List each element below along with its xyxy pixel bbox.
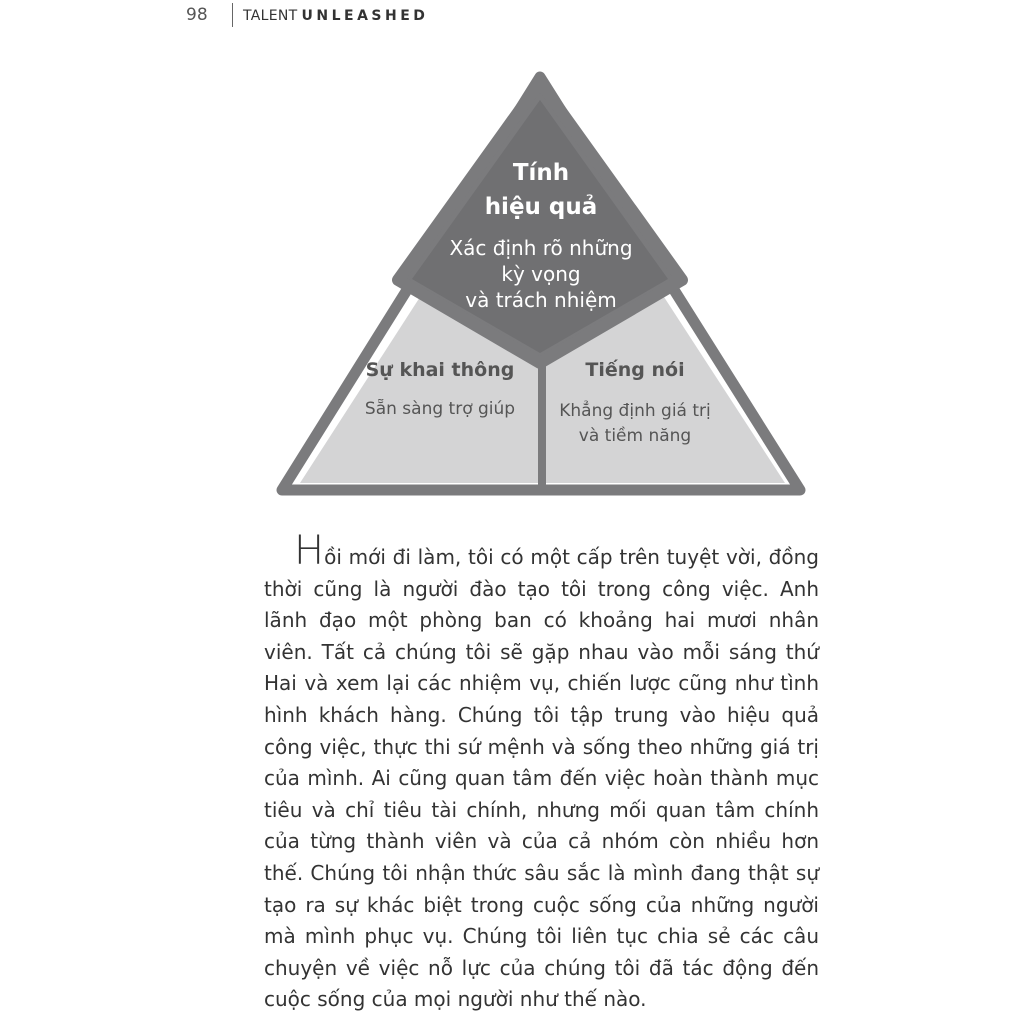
- body-paragraph: [264, 528, 819, 1016]
- running-title-bold: UNLEASHED: [301, 8, 429, 24]
- top-title-line1: Tính: [512, 160, 570, 186]
- left-section-title: Sự khai thông: [365, 359, 515, 381]
- header-divider: [232, 3, 233, 27]
- drop-cap: H: [294, 528, 325, 574]
- page-number: 98: [186, 5, 208, 25]
- top-desc-line3: và trách nhiệm: [465, 288, 617, 312]
- top-title-line2: hiệu quả: [484, 194, 598, 220]
- paragraph-text: ồi mới đi làm, tôi có một cấp trên tuyệt vời, đồng thời cũng là người đào tạo tôi trong công việc. Anh lãnh đạo một phòng ban có khoảng hai mươi nhân viên. Tất cả chúng tôi sẽ gặp nhau vào mỗi sáng thứ Hai và xem lại các nhiệm vụ, chiến lược cũng như tình hình khách hàng. Chúng tôi tập trung vào hiệu quả công việc, thực thi sứ mệnh và sống theo những giá trị của mình. Ai cũng quan tâm đến việc hoàn thành mục tiêu và chỉ tiêu tài chính, nhưng mối quan tâm chính của từng thành viên và của cả nhóm còn nhiều hơn thế. Chúng tôi nhận thức sâu sắc là mình đang thật sự tạo ra sự khác biệt trong cuộc sống của những người mà mình phục vụ. Chúng tôi liên tục chia sẻ các câu chuyện về việc nỗ lực của chúng tôi đã tác động đến cuộc sống của mọi người như thế nào.: [264, 545, 819, 1012]
- right-desc-line2: và tiềm năng: [578, 426, 692, 446]
- running-title-light: TALENT: [243, 8, 298, 24]
- right-section-title: Tiếng nói: [585, 359, 685, 381]
- right-section-description: [525, 399, 745, 449]
- left-section-description: Sẵn sàng trợ giúp: [364, 399, 516, 419]
- top-desc-line1: Xác định rõ những: [449, 236, 633, 260]
- top-section-title: [410, 156, 672, 224]
- right-desc-line1: Khẳng định giá trị: [559, 401, 711, 421]
- top-desc-line2: kỳ vọng: [501, 262, 581, 286]
- running-title: [243, 8, 428, 24]
- top-section-description: [410, 235, 672, 313]
- pyramid-diagram: [270, 70, 815, 510]
